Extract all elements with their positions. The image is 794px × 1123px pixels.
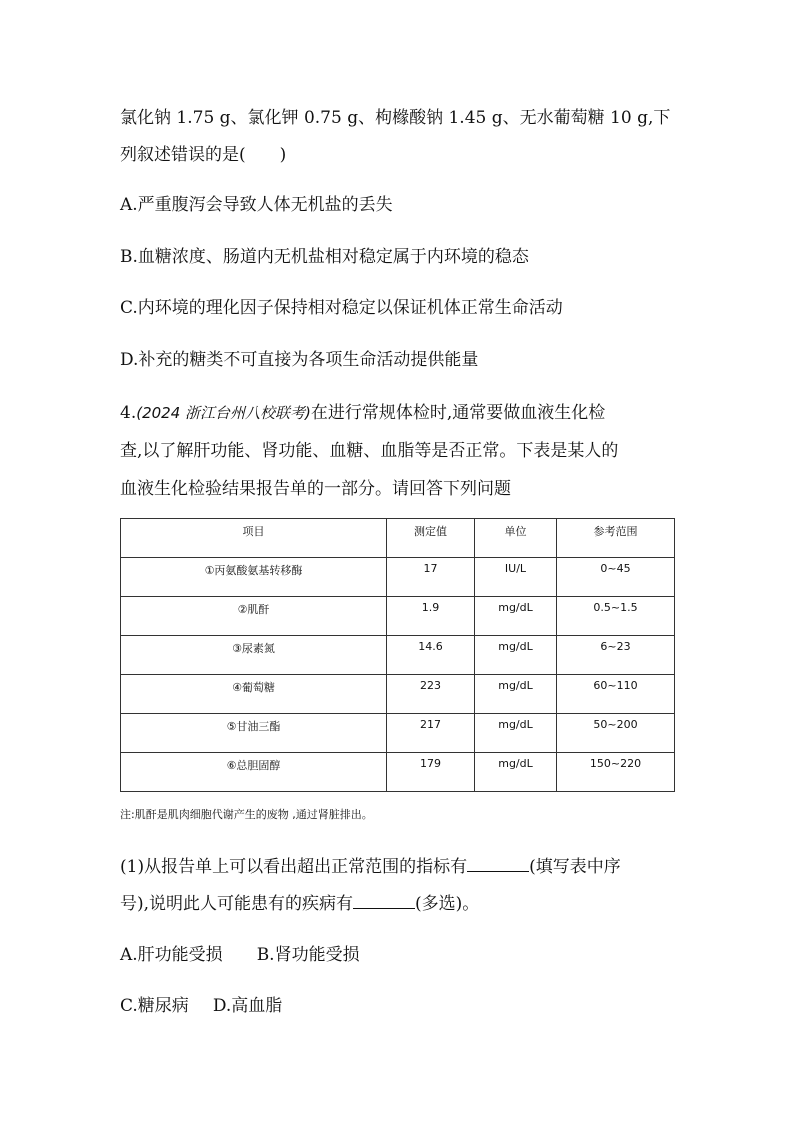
cell-value: 1.9: [387, 597, 475, 636]
q4-sub1-option-d: D.高血脂: [212, 996, 283, 1016]
cell-item: ②肌酐: [121, 597, 387, 636]
cell-range: 0.5~1.5: [557, 597, 675, 636]
table-row: [121, 597, 675, 636]
cell-value: 14.6: [387, 636, 475, 675]
cell-value: 223: [387, 675, 475, 714]
cell-unit: mg/dL: [475, 636, 557, 675]
cell-item: ①丙氨酸氨基转移酶: [121, 558, 387, 597]
table-row: [121, 753, 675, 792]
cell-unit: IU/L: [475, 558, 557, 597]
cell-unit: mg/dL: [475, 675, 557, 714]
q3-stem-line-2: 列叙述错误的是( ): [120, 145, 287, 165]
cell-value: 17: [387, 558, 475, 597]
q4-stem-text: 在进行常规体检时,通常要做血液生化检: [310, 403, 606, 423]
q4-sub1-line-1: [120, 856, 621, 878]
q4-source: (2024 浙江台州八校联考): [136, 404, 311, 422]
q4-sub1-text-c: 号),说明此人可能患有的疾病有: [120, 894, 354, 914]
header-unit: 单位: [475, 519, 557, 558]
q4-stem-line-2: 查,以了解肝功能、肾功能、血糖、血脂等是否正常。下表是某人的: [120, 441, 619, 461]
q3-option-c: C.内环境的理化因子保持相对稳定以保证机体正常生命活动: [120, 298, 563, 318]
q4-number: 4.: [120, 403, 137, 423]
answer-blank-2[interactable]: [353, 893, 415, 909]
header-range: 参考范围: [557, 519, 675, 558]
header-value: 测定值: [387, 519, 475, 558]
q4-sub1-text-d: (多选)。: [415, 894, 480, 914]
q3-stem-line-1: 氯化钠 1.75 g、氯化钾 0.75 g、枸橼酸钠 1.45 g、无水葡萄糖 10 g,下: [120, 108, 671, 128]
table-header-row: [121, 519, 675, 558]
q4-sub1-option-b: B.肾功能受损: [256, 945, 360, 965]
q3-option-a: A.严重腹泻会导致人体无机盐的丢失: [120, 195, 393, 215]
cell-item: ③尿素氮: [121, 636, 387, 675]
table-note: 注:肌酐是肌肉细胞代谢产生的废物 ,通过肾脏排出。: [120, 808, 373, 821]
q3-option-d: D.补充的糖类不可直接为各项生命活动提供能量: [120, 350, 479, 370]
cell-item: ⑥总胆固醇: [121, 753, 387, 792]
table-row: [121, 558, 675, 597]
q4-sub1-option-a: A.肝功能受损: [120, 945, 223, 965]
q4-sub1-text-b: (填写表中序: [529, 857, 621, 877]
q4-sub1-line-2: [120, 893, 479, 915]
cell-unit: mg/dL: [475, 753, 557, 792]
q4-stem-line-3: 血液生化检验结果报告单的一部分。请回答下列问题: [120, 479, 511, 499]
q4-sub1-options-row-2: [120, 995, 282, 1017]
table-row: [121, 675, 675, 714]
cell-item: ④葡萄糖: [121, 675, 387, 714]
cell-value: 217: [387, 714, 475, 753]
blood-test-report-table: [120, 518, 675, 792]
table-row: [121, 714, 675, 753]
cell-item: ⑤甘油三酯: [121, 714, 387, 753]
cell-range: 50~200: [557, 714, 675, 753]
q4-stem-line-1: [120, 402, 605, 424]
cell-value: 179: [387, 753, 475, 792]
cell-range: 60~110: [557, 675, 675, 714]
cell-range: 150~220: [557, 753, 675, 792]
cell-range: 0~45: [557, 558, 675, 597]
cell-unit: mg/dL: [475, 714, 557, 753]
table-row: [121, 636, 675, 675]
q4-sub1-options-row-1: [120, 944, 360, 966]
q3-option-b: B.血糖浓度、肠道内无机盐相对稳定属于内环境的稳态: [120, 247, 529, 267]
q4-sub1-option-c: C.糖尿病: [120, 996, 189, 1016]
cell-range: 6~23: [557, 636, 675, 675]
answer-blank-1[interactable]: [467, 856, 529, 872]
q4-sub1-text-a: (1)从报告单上可以看出超出正常范围的指标有: [120, 857, 468, 877]
cell-unit: mg/dL: [475, 597, 557, 636]
header-item: 项目: [121, 519, 387, 558]
